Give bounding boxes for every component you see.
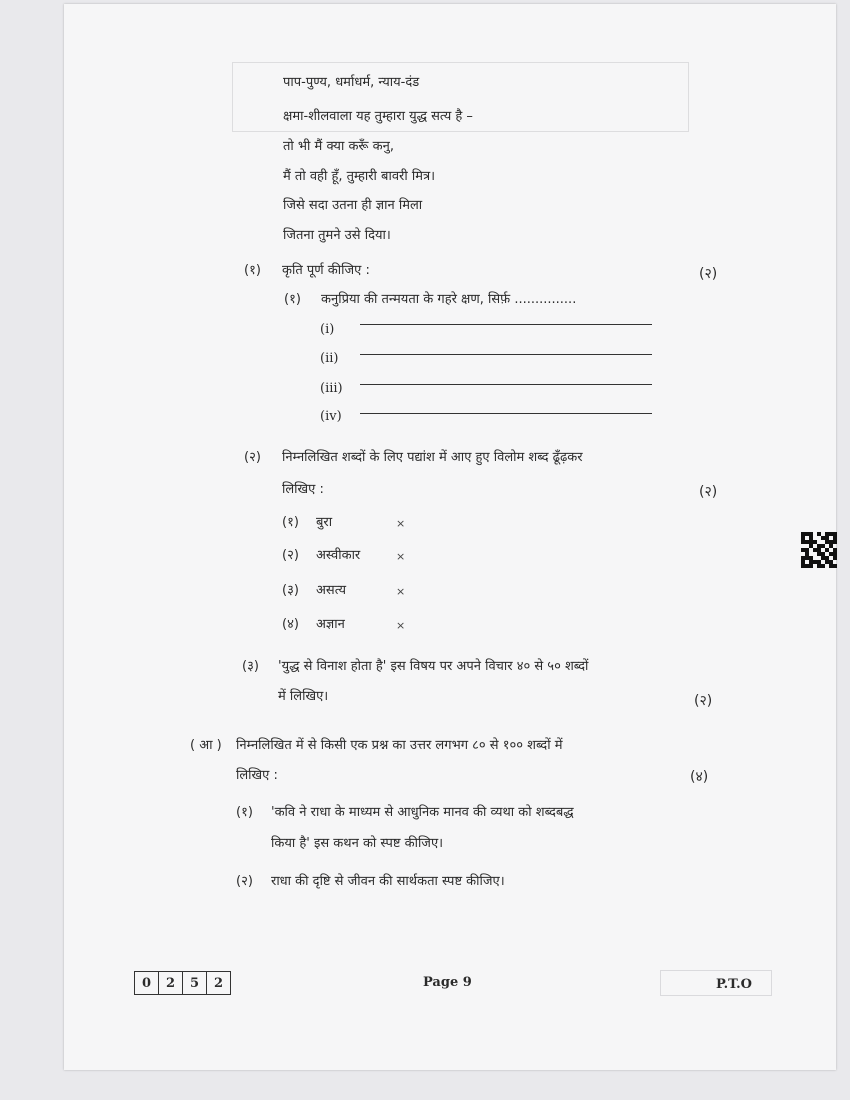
answer-blank-line[interactable] [360,413,652,414]
word-number: (१) [282,515,299,530]
antonym-sign: × [396,585,406,598]
pto-label: P.T.O [716,977,752,992]
paper-code-box [134,971,231,995]
answer-item-label: (i) [320,322,335,337]
question-text: लिखिए : [282,482,324,497]
page-number: Page 9 [423,975,472,990]
antonym-word: अज्ञान [316,617,345,632]
qr-code-icon [801,532,837,568]
question-text: में लिखिए। [278,689,329,704]
poem-line: पाप-पुण्य, धर्माधर्म, न्याय-दंड [283,75,420,90]
essay-question-text: किया है' इस कथन को स्पष्ट कीजिए। [271,836,444,851]
word-number: (२) [282,548,299,563]
marks-label: (२) [699,484,718,500]
question-text: निम्नलिखित शब्दों के लिए पद्यांश में आए हुए विलोम शब्द ढूँढ़कर [282,450,583,465]
marks-label: (४) [690,769,709,785]
word-number: (४) [282,617,299,632]
marks-label: (२) [699,266,718,282]
word-number: (३) [282,583,299,598]
question-text: कृति पूर्ण कीजिए : [282,263,370,278]
antonym-sign: × [396,550,406,563]
essay-question-text: राधा की दृष्टि से जीवन की सार्थकता स्पष्ट कीजिए। [271,874,505,889]
poem-line: जिसे सदा उतना ही ज्ञान मिला [283,198,423,213]
antonym-word: अस्वीकार [316,548,361,563]
poem-line: क्षमा-शीलवाला यह तुम्हारा युद्ध सत्य है – [283,109,473,124]
poem-line: तो भी मैं क्या करूँ कनु, [283,139,394,154]
question-number: (१) [244,263,261,278]
question-number: (२) [244,450,261,465]
answer-blank-line[interactable] [360,354,652,355]
answer-item-label: (iv) [320,409,342,424]
sub-question-number: (१) [284,292,301,307]
section-instruction: निम्नलिखित में से किसी एक प्रश्न का उत्तर लगभग ८० से १०० शब्दों में [236,738,563,753]
marks-label: (२) [694,693,713,709]
answer-blank-line[interactable] [360,384,652,385]
section-instruction: लिखिए : [236,768,278,783]
section-number: ( आ ) [190,738,222,753]
answer-item-label: (iii) [320,381,343,396]
essay-question-number: (२) [236,874,253,889]
antonym-sign: × [396,619,406,632]
essay-question-number: (१) [236,805,253,820]
poem-line: जितना तुमने उसे दिया। [283,228,391,243]
paper-code-digit: 0 [135,972,159,994]
question-number: (३) [242,659,259,674]
paper-code-digit: 2 [213,975,224,991]
sub-question-text: कनुप्रिया की तन्मयता के गहरे क्षण, सिर्फ़ ............... [321,292,577,307]
paper-code-digit: 5 [183,972,207,994]
essay-question-text: 'कवि ने राधा के माध्यम से आधुनिक मानव की व्यथा को शब्दबद्ध [271,805,574,820]
exam-page [64,4,836,1070]
antonym-word: असत्य [316,583,347,598]
answer-item-label: (ii) [320,351,339,366]
antonym-word: बुरा [316,515,333,530]
question-text: 'युद्ध से विनाश होता है' इस विषय पर अपने विचार ४० से ५० शब्दों [278,659,589,674]
answer-blank-line[interactable] [360,324,652,325]
poem-line: मैं तो वही हूँ, तुम्हारी बावरी मित्र। [283,169,436,184]
antonym-sign: × [396,517,406,530]
paper-code-digit: 2 [159,972,183,994]
